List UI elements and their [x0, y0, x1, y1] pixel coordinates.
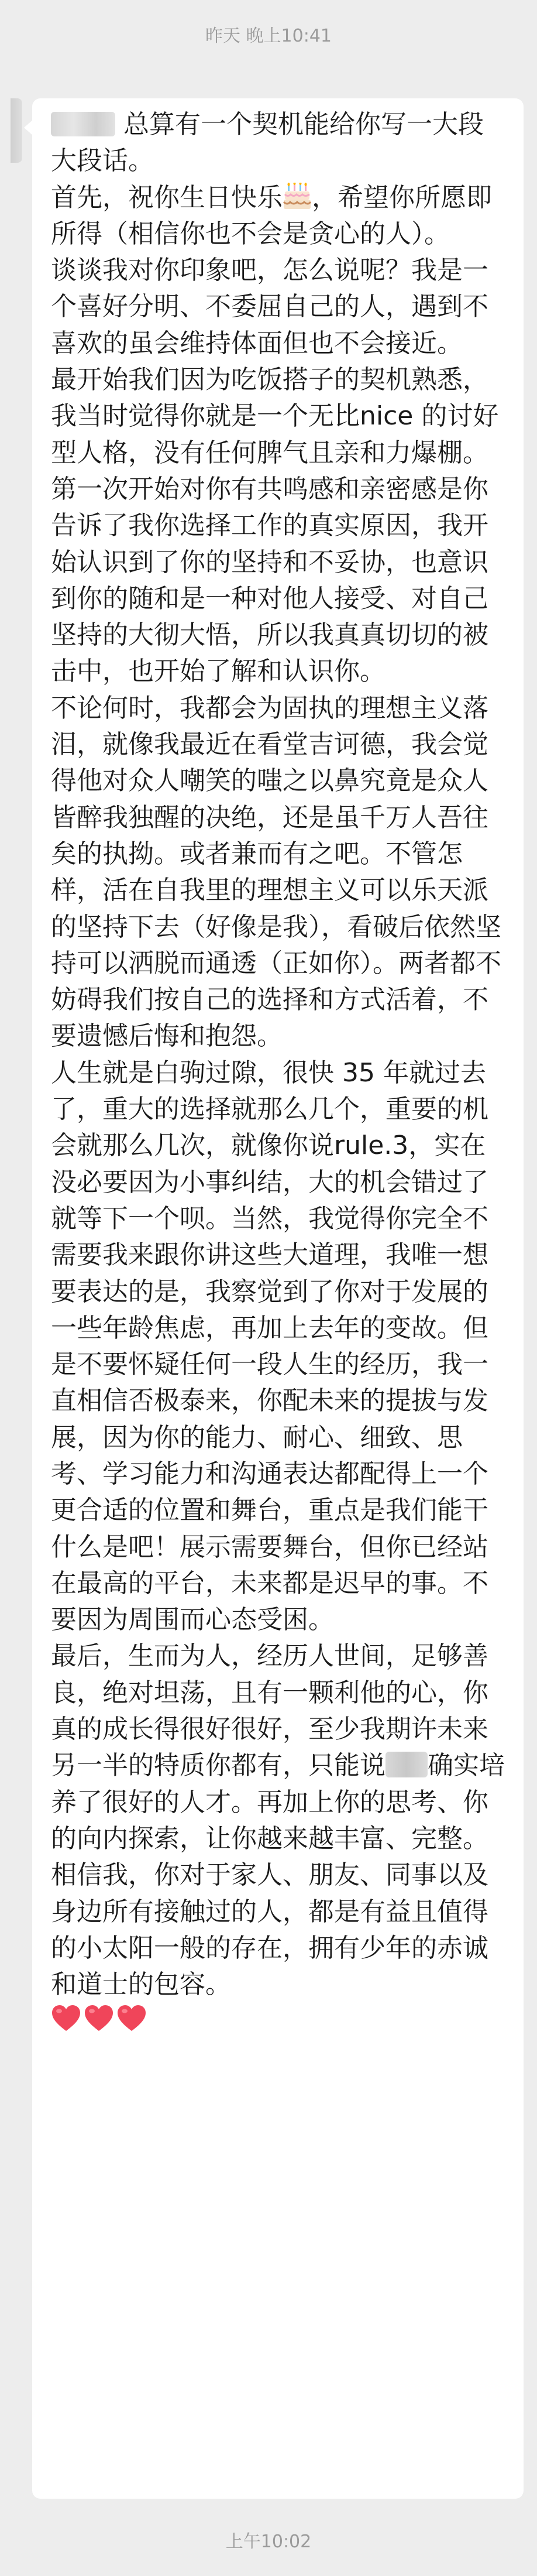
paragraph-life-advice: 人生就是白驹过隙，很快 35 年就过去了，重大的选择就那么几个，重要的机会就那么几次，就像你说rule.3，实在没必要因为小事纠结，大的机会错过了就等下一个呗。当然，我觉得你完全不需要我来跟你讲这些大道理，我唯一想要表达的是，我察觉到了你对于发展的一些年龄焦虑，再加上去年的变故。但是不要怀疑任何一段人生的经历，我一直相信否极泰来，你配未来的提拔与发展，因为你的能力、耐心、细致、思考、学习能力和沟通表达都配得上一个更合适的位置和舞台，重点是我们能干什么是吧！展示需要舞台，但你已经站在最高的平台，未来都是迟早的事。不要因为周围而心态受困。 [51, 1057, 488, 1635]
birthday-wish-rest: ，希望你所愿即所得（相信你也不会是贪心的人）。 [51, 182, 492, 249]
redacted-name [51, 112, 115, 136]
red-heart-icon [51, 2004, 81, 2033]
paragraph-impression: 谈谈我对你印象吧，怎么说呢？我是一个喜好分明、不委屈自己的人，遇到不喜欢的虽会维持体面但也不会接近。 [51, 255, 488, 358]
birthday-cake-icon [283, 183, 312, 211]
sender-avatar[interactable] [11, 98, 22, 163]
paragraph-closing: 最后，生而为人，经历人世间，足够善良，绝对坦荡，且有一颗利他的心，你真的成长得很好很好，至少我期许未来另一半的特质你都有，只能说 [51, 1641, 488, 1781]
birthday-wish-text: 首先，祝你生日快乐 [51, 182, 283, 213]
message-text [51, 107, 508, 2003]
hearts-row [51, 2004, 508, 2040]
redacted-word [385, 1752, 428, 1777]
red-heart-icon [84, 2004, 114, 2033]
timestamp-top: 昨天 晚上10:41 [205, 26, 332, 46]
message-intro: 总算有一个契机能给你写一大段大段话。 [51, 109, 484, 176]
red-heart-icon [116, 2004, 147, 2033]
paragraph-first-meeting: 最开始我们因为吃饭搭子的契机熟悉，我当时觉得你就是一个无比nice 的讨好型人格，没有任何脾气且亲和力爆棚。第一次开始对你有共鸣感和亲密感是你告诉了我你选择工作的真实原因，我开始认识到了你的坚持和不妥协，也意识到你的随和是一种对他人接受、对自己坚持的大彻大悟，所以我真真切切的被击中，也开始了解和认识你。 [51, 365, 499, 687]
paragraph-idealism: 不论何时，我都会为固执的理想主义落泪，就像我最近在看堂吉诃德，我会觉得他对众人嘲笑的嗤之以鼻究竟是众人皆醉我独醒的决绝，还是虽千万人吾往矣的执拗。或者兼而有之吧。不管怎样，活在自我里的理想主义可以乐天派的坚持下去（好像是我），看破后依然坚持可以洒脱而通透（正如你）。两者都不妨碍我们按自己的选择和方式活着，不要遗憾后悔和抱怨。 [51, 693, 501, 1051]
timestamp-bottom: 上午10:02 [225, 2532, 312, 2552]
paragraph-closing-rest: 确实培养了很好的人才。再加上你的思考、你的向内探索，让你越来越丰富、完整。相信我，你对于家人、朋友、同事以及身边所有接触过的人，都是有益且值得的小太阳一般的存在，拥有少年的赤诚和道士的包容。 [51, 1751, 505, 2000]
message-bubble[interactable] [32, 98, 524, 2499]
